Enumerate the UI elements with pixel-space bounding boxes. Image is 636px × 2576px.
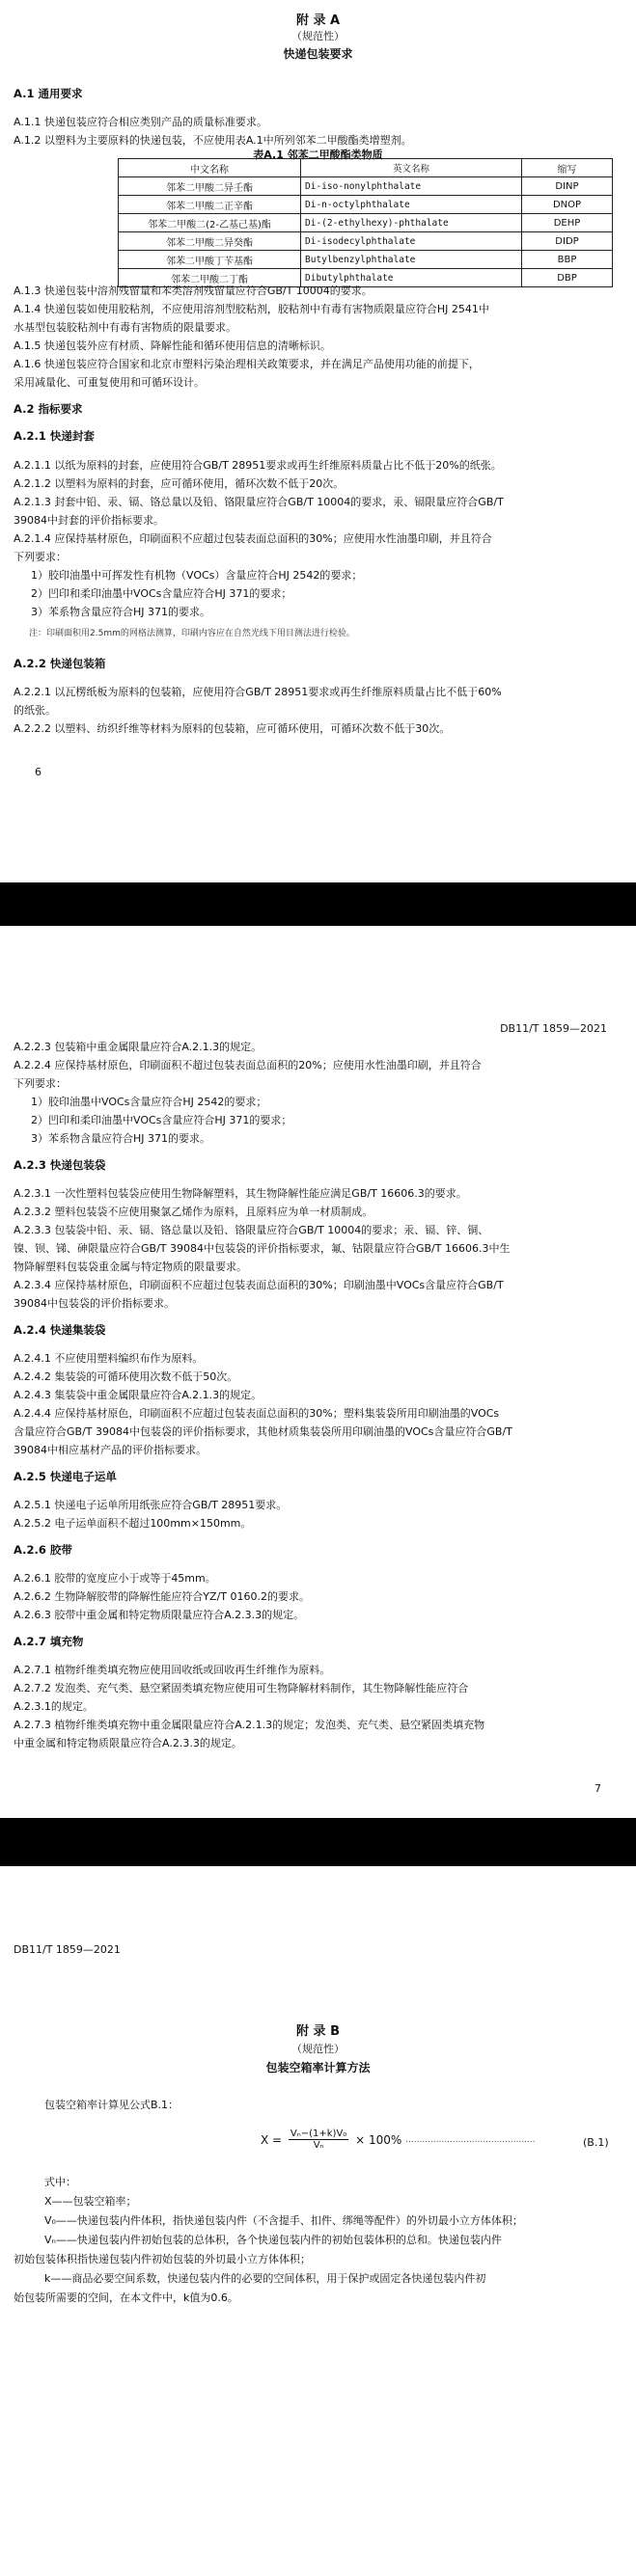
formula xyxy=(261,2129,536,2151)
table-cell: DEHP xyxy=(522,214,613,232)
appendix-nature: （规范性） xyxy=(291,2043,345,2055)
formula-dots: ............................................... xyxy=(405,2134,536,2145)
table-title: 表A.1 邻苯二甲酸酯类物质 xyxy=(253,149,383,161)
appendix-label: 附 录 B xyxy=(296,2024,340,2039)
clause: A.1.6 快递包装应符合国家和北京市塑料污染治理相关政策要求，并在满足产品使用功能的前提下， xyxy=(14,358,480,370)
formula-lhs: X = xyxy=(261,2132,283,2147)
phthalate-table xyxy=(118,158,613,287)
table-header-row xyxy=(119,159,613,177)
table-row xyxy=(119,232,613,251)
list-item: 1）胶印油墨中VOCs含量应符合HJ 2542的要求； xyxy=(31,1096,267,1108)
formula-denominator: Vₙ xyxy=(313,2140,324,2151)
clause-continued: 镍、钡、锑、砷限量应符合GB/T 39084中包装袋的评价指标要求，氟、钴限量应符合GB/T 16606.3中生 xyxy=(14,1242,511,1255)
section-heading: A.2 指标要求 xyxy=(14,402,83,416)
clause-continued: 物降解塑料包装袋重金属与特定物质的限量要求。 xyxy=(14,1261,247,1273)
appendix-nature: （规范性） xyxy=(291,30,345,42)
table-cell: 邻苯二甲酸二正辛酯 xyxy=(119,196,301,214)
definition: X——包装空箱率； xyxy=(44,2195,137,2208)
table-header: 缩写 xyxy=(522,159,613,177)
clause: A.2.5.2 电子运单面积不超过100mm×150mm。 xyxy=(14,1517,252,1530)
table-cell: 邻苯二甲酸丁苄基酯 xyxy=(119,251,301,269)
list-item: 2）凹印和柔印油墨中VOCs含量应符合HJ 371的要求； xyxy=(31,1114,292,1126)
clause: A.2.4.3 集装袋中重金属限量应符合A.2.1.3的规定。 xyxy=(14,1389,263,1401)
definition: Vₙ——快递包装内件初始包装的总体积，各个快递包装内件的初始包装体积的总和。快递包装内件 xyxy=(44,2234,502,2246)
clause: A.2.3.2 塑料包装袋不应使用聚氯乙烯作为原料，且原料应为单一材质制成。 xyxy=(14,1206,373,1218)
subsection-heading: A.2.4 快递集装袋 xyxy=(14,1323,106,1337)
list-item: 3）苯系物含量应符合HJ 371的要求。 xyxy=(31,606,211,618)
clause: A.2.6.3 胶带中重金属和特定物质限量应符合A.2.3.3的规定。 xyxy=(14,1609,305,1621)
clause: A.2.7.2 发泡类、充气类、悬空紧固类填充物应使用可生物降解材料制作，其生物降解性能应符合 xyxy=(14,1682,469,1695)
subsection-heading: A.2.5 快递电子运单 xyxy=(14,1470,117,1483)
list-item: 1）胶印油墨中可挥发性有机物（VOCs）含量应符合HJ 2542的要求； xyxy=(31,569,363,582)
formula-intro: 包装空箱率计算见公式B.1： xyxy=(44,2099,180,2111)
clause: A.2.6.1 胶带的宽度应小于或等于45mm。 xyxy=(14,1572,216,1585)
definition: k——商品必要空间系数，快递包装内件的必要的空间体积，用于保护或固定各快递包装内件初 xyxy=(44,2272,486,2285)
table-cell: Di-(2-ethylhexy)-phthalate xyxy=(301,214,522,232)
document-page-1 xyxy=(0,0,636,882)
clause: A.2.2.3 包装箱中重金属限量应符合A.2.1.3的规定。 xyxy=(14,1041,263,1053)
table-cell: 邻苯二甲酸二异壬酯 xyxy=(119,177,301,196)
appendix-title: 包装空箱率计算方法 xyxy=(265,2061,371,2074)
clause: A.2.4.4 应保持基材原色，印刷面积不应超过包装表面总面积的30%；塑料集装袋所用印刷油墨的VOCs xyxy=(14,1407,500,1420)
clause: A.2.4.1 不应使用塑料编织布作为原料。 xyxy=(14,1352,204,1365)
list-item: 2）凹印和柔印油墨中VOCs含量应符合HJ 371的要求； xyxy=(31,587,292,600)
definition-continued: 初始包装体积指快递包装内件初始包装的外切最小立方体体积； xyxy=(14,2253,311,2265)
clause: A.2.1.3 封套中铅、汞、镉、铬总量以及铅、铬限量应符合GB/T 10004的要求，汞、镉限量应符合GB/T xyxy=(14,496,504,508)
clause: A.2.3.1 一次性塑料包装袋应使用生物降解塑料，其生物降解性能应满足GB/T 16606.3的要求。 xyxy=(14,1187,467,1200)
clause-continued: A.2.3.1的规定。 xyxy=(14,1700,94,1713)
table-cell: 邻苯二甲酸二(2-乙基己基)酯 xyxy=(119,214,301,232)
table-cell: DBP xyxy=(522,269,613,287)
clause: A.1.5 快递包装外应有材质、降解性能和循环使用信息的清晰标识。 xyxy=(14,339,331,352)
formula-number: (B.1) xyxy=(583,2136,609,2149)
table-cell: 邻苯二甲酸二丁酯 xyxy=(119,269,301,287)
clause: A.2.2.4 应保持基材原色，印刷面积不超过包装表面总面积的20%；应使用水性油墨印刷，并且符合 xyxy=(14,1059,482,1071)
list-item: 3）苯系物含量应符合HJ 371的要求。 xyxy=(31,1132,211,1145)
subsection-heading: A.2.7 填充物 xyxy=(14,1635,84,1648)
clause: A.2.2.1 以瓦楞纸板为原料的包装箱，应使用符合GB/T 28951要求或再生纤维原料质量占比不低于60% xyxy=(14,686,502,698)
clause: A.1.4 快递包装如使用胶粘剂，不应使用溶剂型胶粘剂，胶粘剂中有毒有害物质限量应符合HJ 2541中 xyxy=(14,303,489,315)
clause-continued: 39084中封套的评价指标要求。 xyxy=(14,514,164,527)
clause-continued: 39084中相应基材产品的评价指标要求。 xyxy=(14,1444,207,1456)
document-page-2 xyxy=(0,926,636,1818)
table-cell: Di-n-octylphthalate xyxy=(301,196,522,214)
clause: A.1.1 快递包装应符合相应类别产品的质量标准要求。 xyxy=(14,116,267,128)
clause: A.2.2.2 以塑料、纺织纤维等材料为原料的包装箱，应可循环使用，可循环次数不低于30次。 xyxy=(14,722,451,735)
table-cell: Di-isodecylphthalate xyxy=(301,232,522,251)
table-cell: Butylbenzylphthalate xyxy=(301,251,522,269)
clause: A.1.2 以塑料为主要原料的快递包装，不应使用表A.1中所列邻苯二甲酸酯类增塑剂。 xyxy=(14,134,412,147)
clause-continued: 中重金属和特定物质限量应符合A.2.3.3的规定。 xyxy=(14,1737,242,1749)
clause: A.2.3.4 应保持基材原色，印刷面积不应超过包装表面总面积的30%；印刷油墨中VOCs含量应符合GB/T xyxy=(14,1279,504,1291)
subsection-heading: A.2.1 快递封套 xyxy=(14,429,95,443)
clause-continued: 39084中包装袋的评价指标要求。 xyxy=(14,1297,175,1310)
table-cell: DIDP xyxy=(522,232,613,251)
clause-continued: 水基型包装胶粘剂中有毒有害物质的限量要求。 xyxy=(14,321,236,334)
clause-continued: 下列要求： xyxy=(14,1077,67,1090)
formula-tail: × 100% xyxy=(355,2132,402,2147)
table-cell: 邻苯二甲酸二异癸酯 xyxy=(119,232,301,251)
clause-continued: 下列要求： xyxy=(14,551,67,563)
note: 注：印刷面积用2.5mm的网格法测算，印刷内容应在自然光线下用目测法进行检验。 xyxy=(29,629,355,638)
clause: A.2.3.3 包装袋中铅、汞、镉、铬总量以及铅、铬限量应符合GB/T 10004的要求；汞、镉、锌、铜、 xyxy=(14,1224,489,1236)
clause: A.2.1.4 应保持基材原色，印刷面积不应超过包装表面总面积的30%；应使用水性油墨印刷，并且符合 xyxy=(14,532,492,545)
document-page-3 xyxy=(0,1866,636,2576)
page-header: DB11/T 1859—2021 xyxy=(500,1022,607,1035)
clause-continued: 采用减量化、可重复使用和可循环设计。 xyxy=(14,376,205,389)
subsection-heading: A.2.3 快递包装袋 xyxy=(14,1158,106,1172)
clause-continued: 含量应符合GB/T 39084中包装袋的评价指标要求，其他材质集装袋所用印刷油墨的VOCs含量应符合GB/T xyxy=(14,1425,512,1438)
page-header: DB11/T 1859—2021 xyxy=(14,1943,121,1956)
clause: A.2.5.1 快递电子运单所用纸张应符合GB/T 28951要求。 xyxy=(14,1499,288,1511)
table-row xyxy=(119,214,613,232)
subsection-heading: A.2.2 快递包装箱 xyxy=(14,657,106,670)
clause: A.2.7.1 植物纤维类填充物应使用回收纸或回收再生纤维作为原料。 xyxy=(14,1664,331,1676)
table-cell: Di-iso-nonylphthalate xyxy=(301,177,522,196)
appendix-label: 附 录 A xyxy=(295,14,341,28)
clause: A.2.1.2 以塑料为原料的封套，应可循环使用，循环次数不低于20次。 xyxy=(14,477,345,490)
table-header: 中文名称 xyxy=(119,159,301,177)
clause: A.2.7.3 植物纤维类填充物中重金属限量应符合A.2.1.3的规定；发泡类、充气类、悬空紧固类填充物 xyxy=(14,1719,485,1731)
page-number: 6 xyxy=(35,766,41,778)
table-header: 英文名称 xyxy=(301,159,522,177)
formula-numerator: Vₙ−(1+k)V₀ xyxy=(290,2129,347,2139)
formula-fraction xyxy=(289,2129,348,2151)
definition: V₀——快递包装内件体积，指快递包装内件（不含提手、扣件、绑绳等配件）的外切最小立方体体积； xyxy=(44,2214,523,2227)
table-cell: Dibutylphthalate xyxy=(301,269,522,287)
section-heading: A.1 通用要求 xyxy=(14,87,83,100)
clause-continued: 的纸张。 xyxy=(14,704,56,717)
clause: A.1.3 快递包装中溶剂残留量和苯类溶剂残留量应符合GB/T 10004的要求。 xyxy=(14,285,373,297)
subsection-heading: A.2.6 胶带 xyxy=(14,1543,72,1557)
page-number: 7 xyxy=(595,1782,601,1795)
table-cell: DNOP xyxy=(522,196,613,214)
clause: A.2.4.2 集装袋的可循环使用次数不低于50次。 xyxy=(14,1370,238,1383)
appendix-title: 快递包装要求 xyxy=(283,47,353,61)
clause: A.2.6.2 生物降解胶带的降解性能应符合YZ/T 0160.2的要求。 xyxy=(14,1590,310,1603)
clause: A.2.1.1 以纸为原料的封套，应使用符合GB/T 28951要求或再生纤维原料质量占比不低于20%的纸张。 xyxy=(14,459,502,472)
table-row xyxy=(119,177,613,196)
definition-continued: 始包装所需要的空间，在本文件中，k值为0.6。 xyxy=(14,2291,238,2304)
table-cell: BBP xyxy=(522,251,613,269)
table-row xyxy=(119,251,613,269)
table-row xyxy=(119,196,613,214)
table-cell: DINP xyxy=(522,177,613,196)
where-label: 式中： xyxy=(44,2176,76,2188)
